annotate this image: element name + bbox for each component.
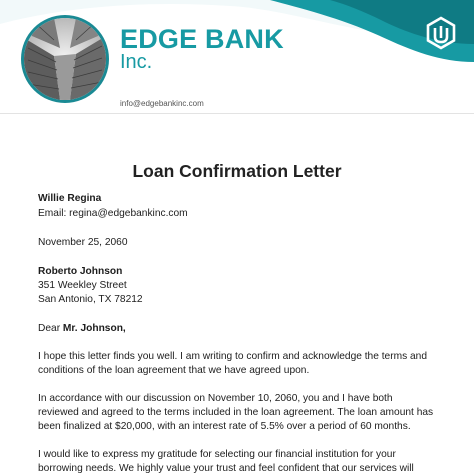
- building-photo: [24, 18, 106, 100]
- salutation-prefix: Dear: [38, 323, 63, 334]
- recipient-street: 351 Weekley Street: [38, 280, 127, 291]
- recipient-name: Roberto Johnson: [38, 266, 123, 277]
- paragraph-line: I hope this letter finds you well. I am writing to confirm and acknowledge the terms and: [38, 351, 428, 362]
- letter-title: Loan Confirmation Letter: [132, 161, 342, 181]
- paragraph-line: I would like to express my gratitude for selecting our financial institution for your: [38, 449, 396, 460]
- recipient-city: San Antonio, TX 78212: [38, 294, 143, 305]
- sender-email: Email: regina@edgebankinc.com: [38, 208, 188, 219]
- sender-name: Willie Regina: [38, 193, 102, 204]
- letter-date: November 25, 2060: [38, 237, 128, 248]
- paragraph-line: borrowing needs. We highly value your trust and feel confident that our services will: [38, 463, 414, 474]
- brand-suffix: Inc.: [120, 51, 153, 73]
- bank-logo-icon: [424, 16, 458, 50]
- brand-name: EDGE BANK: [120, 24, 284, 54]
- paragraph-line: In accordance with our discussion on November 10, 2060, you and I have both: [38, 393, 393, 404]
- salutation-name: Mr. Johnson,: [62, 323, 126, 334]
- salutation: [38, 322, 126, 335]
- brand-email: info@edgebankinc.com: [120, 99, 204, 108]
- paragraph-line: reviewed and agreed to the terms included in the loan agreement. The loan amount has: [38, 407, 434, 418]
- paragraph-line: been finalized at $20,000, with an interest rate of 5.5% over a period of 60 months.: [38, 421, 411, 432]
- letterhead: [0, 0, 474, 116]
- paragraph-line: conditions of the loan agreement that we have agreed upon.: [38, 365, 310, 376]
